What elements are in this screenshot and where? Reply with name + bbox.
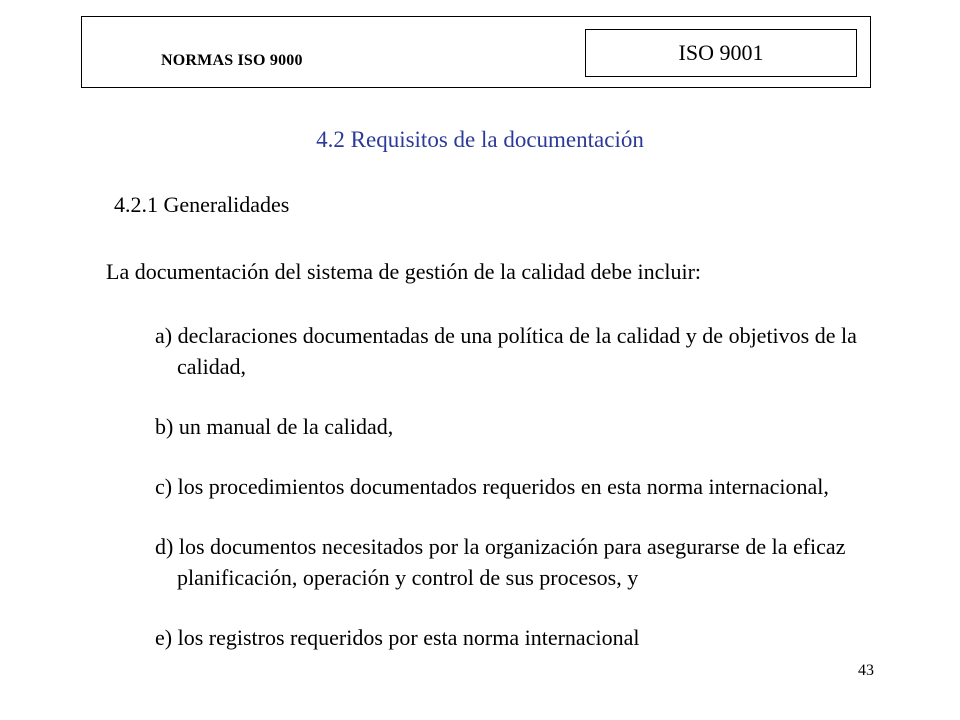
section-title: 4.2 Requisitos de la documentación xyxy=(316,127,644,152)
subsection-title: 4.2.1 Generalidades xyxy=(114,192,290,217)
list-item-b: b) un manual de la calidad, xyxy=(155,414,394,439)
header-box xyxy=(81,16,871,88)
header-standard-label: ISO 9001 xyxy=(678,40,764,65)
list-item-e: e) los registros requeridos por esta norma internacional xyxy=(155,625,640,650)
header-standard-box xyxy=(585,29,857,77)
requirements-list xyxy=(155,320,875,682)
list-item-a: a) declaraciones documentadas de una política de la calidad y de objetivos de la calidad, xyxy=(155,323,857,379)
intro-text: La documentación del sistema de gestión de la calidad debe incluir: xyxy=(106,259,702,284)
list-item-c: c) los procedimientos documentados requeridos en esta norma internacional, xyxy=(155,474,829,499)
list-item-d: d) los documentos necesitados por la organización para asegurarse de la eficaz planificación, operación y control de sus procesos, y xyxy=(155,534,846,590)
header-norms-label: NORMAS ISO 9000 xyxy=(161,52,303,69)
page-number: 43 xyxy=(858,662,874,679)
